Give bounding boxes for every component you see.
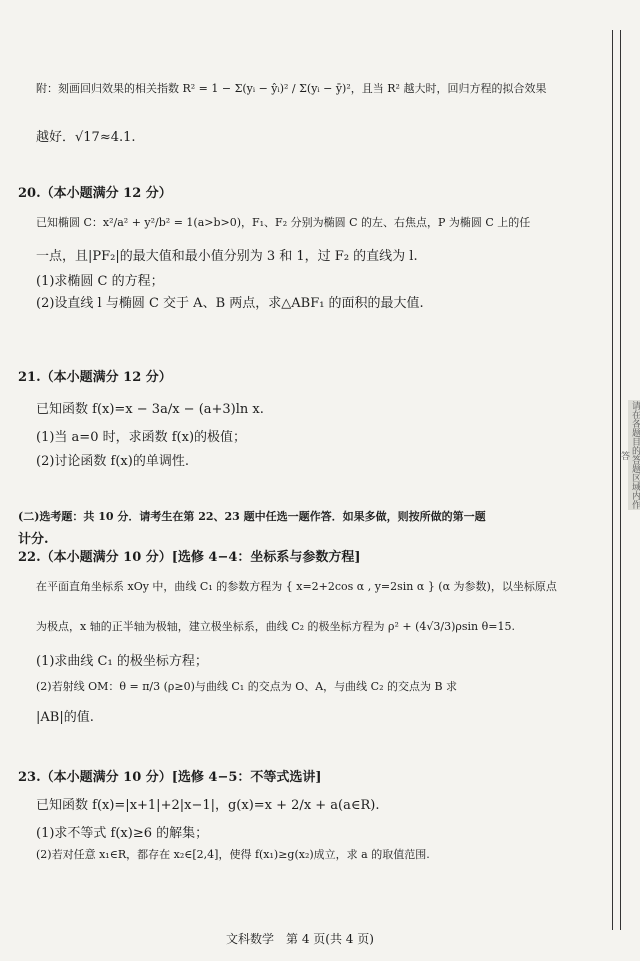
section2-line-2: 计分. [18, 532, 49, 547]
note-line-1: 附：刻画回归效果的相关指数 R² = 1 − Σ(yᵢ − ŷᵢ)² / Σ(yᵢ − ȳ)²，且当 R² 越大时，回归方程的拟合效果 [36, 82, 547, 95]
q22-line-1: 在平面直角坐标系 xOy 中，曲线 C₁ 的参数方程为 { x=2+2cos α , y=2sin α } (α 为参数)，以坐标原点 [36, 580, 557, 593]
q22-part-2b: |AB|的值. [36, 710, 94, 725]
q20-part-2: (2)设直线 l 与椭圆 C 交于 A、B 两点，求△ABF₁ 的面积的最大值. [36, 296, 424, 311]
q20-part-1: (1)求椭圆 C 的方程； [36, 274, 164, 289]
page-footer: 文科数学 第 4 页(共 4 页) [226, 932, 374, 946]
q20-line-1: 已知椭圆 C：x²/a² + y²/b² = 1(a>b>0)，F₁、F₂ 分别为椭圆 C 的左、右焦点，P 为椭圆 C 上的任 [36, 216, 531, 229]
margin-rule-outer [620, 30, 621, 930]
q21-line-1: 已知函数 f(x)=x − 3a/x − (a+3)ln x. [36, 402, 264, 417]
q21-header: 21.（本小题满分 12 分） [18, 370, 172, 385]
q22-part-1: (1)求曲线 C₁ 的极坐标方程； [36, 654, 208, 669]
side-tab: 请在各题目的答题区域内作答 [619, 401, 640, 509]
q21-part-1: (1)当 a=0 时，求函数 f(x)的极值； [36, 430, 247, 445]
q20-header: 20.（本小题满分 12 分） [18, 186, 172, 201]
q23-part-1: (1)求不等式 f(x)≥6 的解集； [36, 826, 209, 841]
section2-line-1: (二)选考题：共 10 分．请考生在第 22、23 题中任选一题作答．如果多做，则按所做的第一题 [18, 510, 486, 523]
q23-header: 23.（本小题满分 10 分）[选修 4−5：不等式选讲] [18, 770, 322, 785]
q22-line-2: 为极点，x 轴的正半轴为极轴，建立极坐标系，曲线 C₂ 的极坐标方程为 ρ² + (4√3/3)ρsin θ=15. [36, 620, 515, 633]
q22-header: 22.（本小题满分 10 分）[选修 4−4：坐标系与参数方程] [18, 550, 361, 565]
q20-line-2: 一点，且|PF₂|的最大值和最小值分别为 3 和 1，过 F₂ 的直线为 l. [36, 249, 418, 264]
q22-part-2: (2)若射线 OM：θ = π/3 (ρ≥0)与曲线 C₁ 的交点为 O、A，与曲线 C₂ 的交点为 B 求 [36, 680, 458, 693]
margin-rule [612, 30, 613, 930]
q21-part-2: (2)讨论函数 f(x)的单调性. [36, 454, 189, 469]
q23-part-2: (2)若对任意 x₁∈R，都存在 x₂∈[2,4]，使得 f(x₁)≥g(x₂)成立，求 a 的取值范围. [36, 848, 430, 861]
note-line-2: 越好．√17≈4.1. [36, 130, 136, 145]
q23-line-1: 已知函数 f(x)=|x+1|+2|x−1|，g(x)=x + 2/x + a(a∈R). [36, 798, 380, 813]
